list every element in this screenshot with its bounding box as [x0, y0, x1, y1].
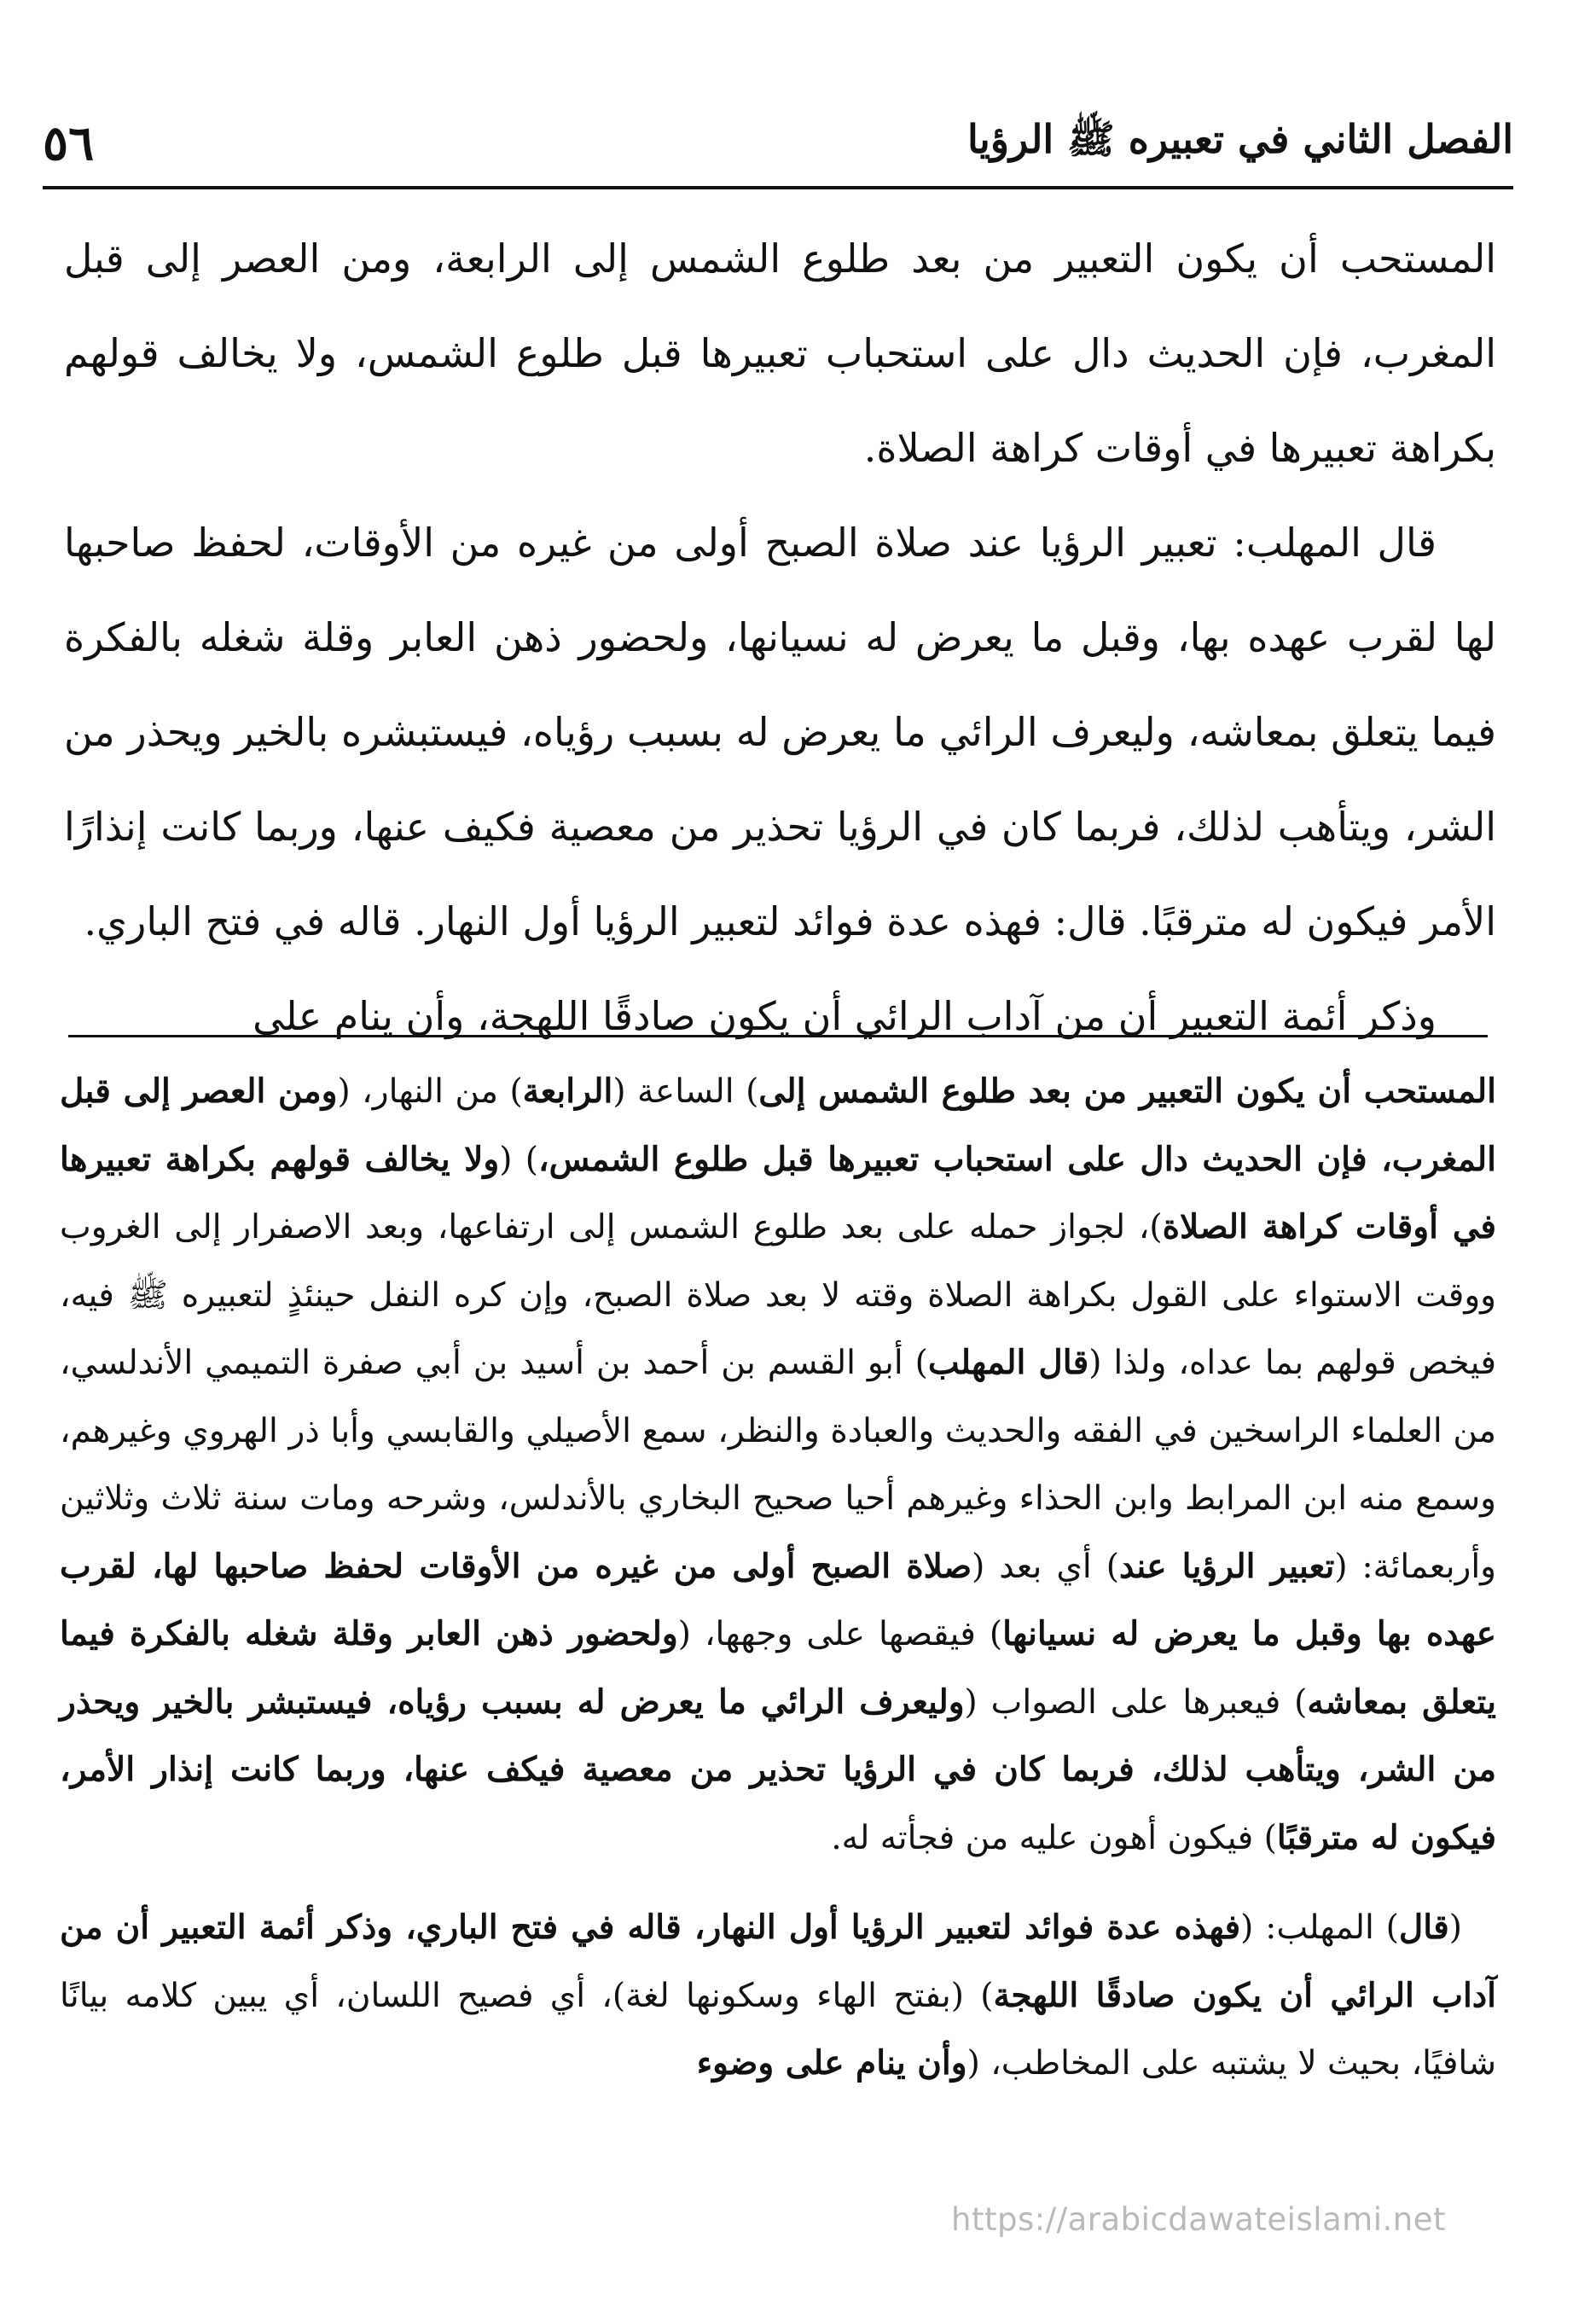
page-number: ٥٦: [43, 115, 95, 171]
matn-quote: صلاة الصبح أولى من غيره من الأوقات لحفظ صاحبها لها، لقرب عهده بها وقبل ما يعرض له نسيانها: [60, 1546, 1496, 1653]
matn-quote: ولحضور ذهن العابر وقلة شغله بالفكرة فيما يتعلق بمعاشه: [60, 1614, 1497, 1722]
commentary-text: ) (: [499, 1140, 539, 1179]
matn-quote: قال المهلب: [927, 1343, 1089, 1382]
commentary-text: ) الساعة (: [612, 1072, 759, 1111]
footnote-divider: [68, 1035, 1488, 1037]
commentary-paragraph: [60, 1894, 1496, 2098]
commentary-text: ) من النهار، (: [337, 1072, 523, 1111]
matn-quote: وليعرف الرائي ما يعرض له بسبب رؤياه، فيستبشر بالخير ويحذر من الشر، ويتأهب لذلك، فربما كان في الرؤيا تحذير من معصية فيكف عنها، وربما كانت إنذار الأمر، فيكون له مترقبًا: [60, 1682, 1496, 1857]
commentary-text: (: [1448, 1909, 1462, 1947]
commentary-text: ) فيقصها على وجهها، (: [677, 1615, 1003, 1653]
page-header: [43, 101, 1513, 189]
matn-quote: فهذه عدة فوائد لتعبير الرؤيا أول النهار، قاله في فتح الباري، وذكر أئمة التعبير أن من آداب الرائي أن يكون صادقًا اللهجة: [60, 1908, 1496, 2015]
commentary-text: ) أبو القسم بن أحمد بن أسيد بن أبي صفرة التميمي الأندلسي، من العلماء الراسخين في الفقه والحديث والعبادة والنظر، سمع الأصيلي والقابسي وأبا ذر الهروي وغيرهم، وسمع منه ابن المرابط وابن الحذاء وغيرهم أحيا صحيح البخاري بالأندلس، وشرحه ومات سنة ثلاث وثلاثين وأربعمائة: (: [60, 1344, 1497, 1586]
commentary-text: ) أي بعد (: [972, 1547, 1119, 1586]
matn-quote: قال: [1398, 1908, 1449, 1947]
commentary-text: )، لجواز حمله على بعد طلوع الشمس إلى ارتفاعها، وبعد الاصفرار إلى الغروب ووقت الاستواء على القول بكراهة الصلاة وقته لا بعد صلاة الصبح، وإن كره النفل حينئذٍ لتعبيره ﷺ فيه، فيخص قولهم بما عداه، ولذا (: [60, 1208, 1497, 1382]
matn-quote: ولا يخالف قولهم بكراهة تعبيرها في أوقات كراهة الصلاة: [60, 1139, 1496, 1246]
main-paragraph: وذكر أئمة التعبير أن من آداب الرائي أن يكون صادقًا اللهجة، وأن ينام على: [252, 993, 1437, 1039]
matn-quote: الرابعة: [522, 1072, 613, 1111]
matn-quote: وأن ينام على وضوء: [696, 2043, 967, 2083]
watermark-url: https://arabicdawateislami.net: [951, 2201, 1446, 2238]
main-text: [64, 212, 1496, 1064]
commentary-text: ) فيكون أهون عليه من فجأته له.: [831, 1818, 1277, 1857]
main-paragraph: قال المهلب: تعبير الرؤيا عند صلاة الصبح أولى من غيره من الأوقات، لحفظ صاحبها لها لقرب عهده بها، وقبل ما يعرض له نسيانها، ولحضور ذهن العابر وقلة شغله بالفكرة فيما يتعلق بمعاشه، وليعرف الرائي ما يعرض له بسبب رؤياه، فيستبشره بالخير ويحذر من الشر، ويتأهب لذلك، فربما كان في الرؤيا تحذير من معصية فكيف عنها، وربما كانت إنذارًا الأمر فيكون له مترقبًا. قال: فهذه عدة فوائد لتعبير الرؤيا أول النهار. قاله في فتح الباري.: [64, 520, 1496, 944]
main-paragraph: المستحب أن يكون التعبير من بعد طلوع الشمس إلى الرابعة، ومن العصر إلى قبل المغرب، فإن الحديث دال على استحباب تعبيرها قبل طلوع الشمس، ولا يخالف قولهم بكراهة تعبيرها في أوقات كراهة الصلاة.: [64, 235, 1496, 471]
matn-quote: تعبير الرؤيا عند: [1118, 1546, 1335, 1586]
matn-quote: ومن العصر إلى قبل المغرب، فإن الحديث دال على استحباب تعبيرها قبل طلوع الشمس،: [60, 1072, 1497, 1179]
commentary-text: ) المهلب: (: [1240, 1909, 1399, 1947]
commentary-paragraph: [60, 1058, 1496, 1872]
commentary-text: ) (بفتح الهاء وسكونها لغة)، أي فصيح اللسان، أي يبين كلامه بيانًا شافيًا، بحيث لا يشتبه على المخاطب، (: [60, 1976, 1496, 2083]
running-head: الفصل الثاني في تعبيره ﷺ الرؤيا: [966, 115, 1513, 162]
commentary: [60, 1058, 1496, 2098]
commentary-text: ) فيعبرها على الصواب (: [964, 1682, 1308, 1722]
matn-quote: المستحب أن يكون التعبير من بعد طلوع الشمس إلى: [758, 1072, 1496, 1111]
